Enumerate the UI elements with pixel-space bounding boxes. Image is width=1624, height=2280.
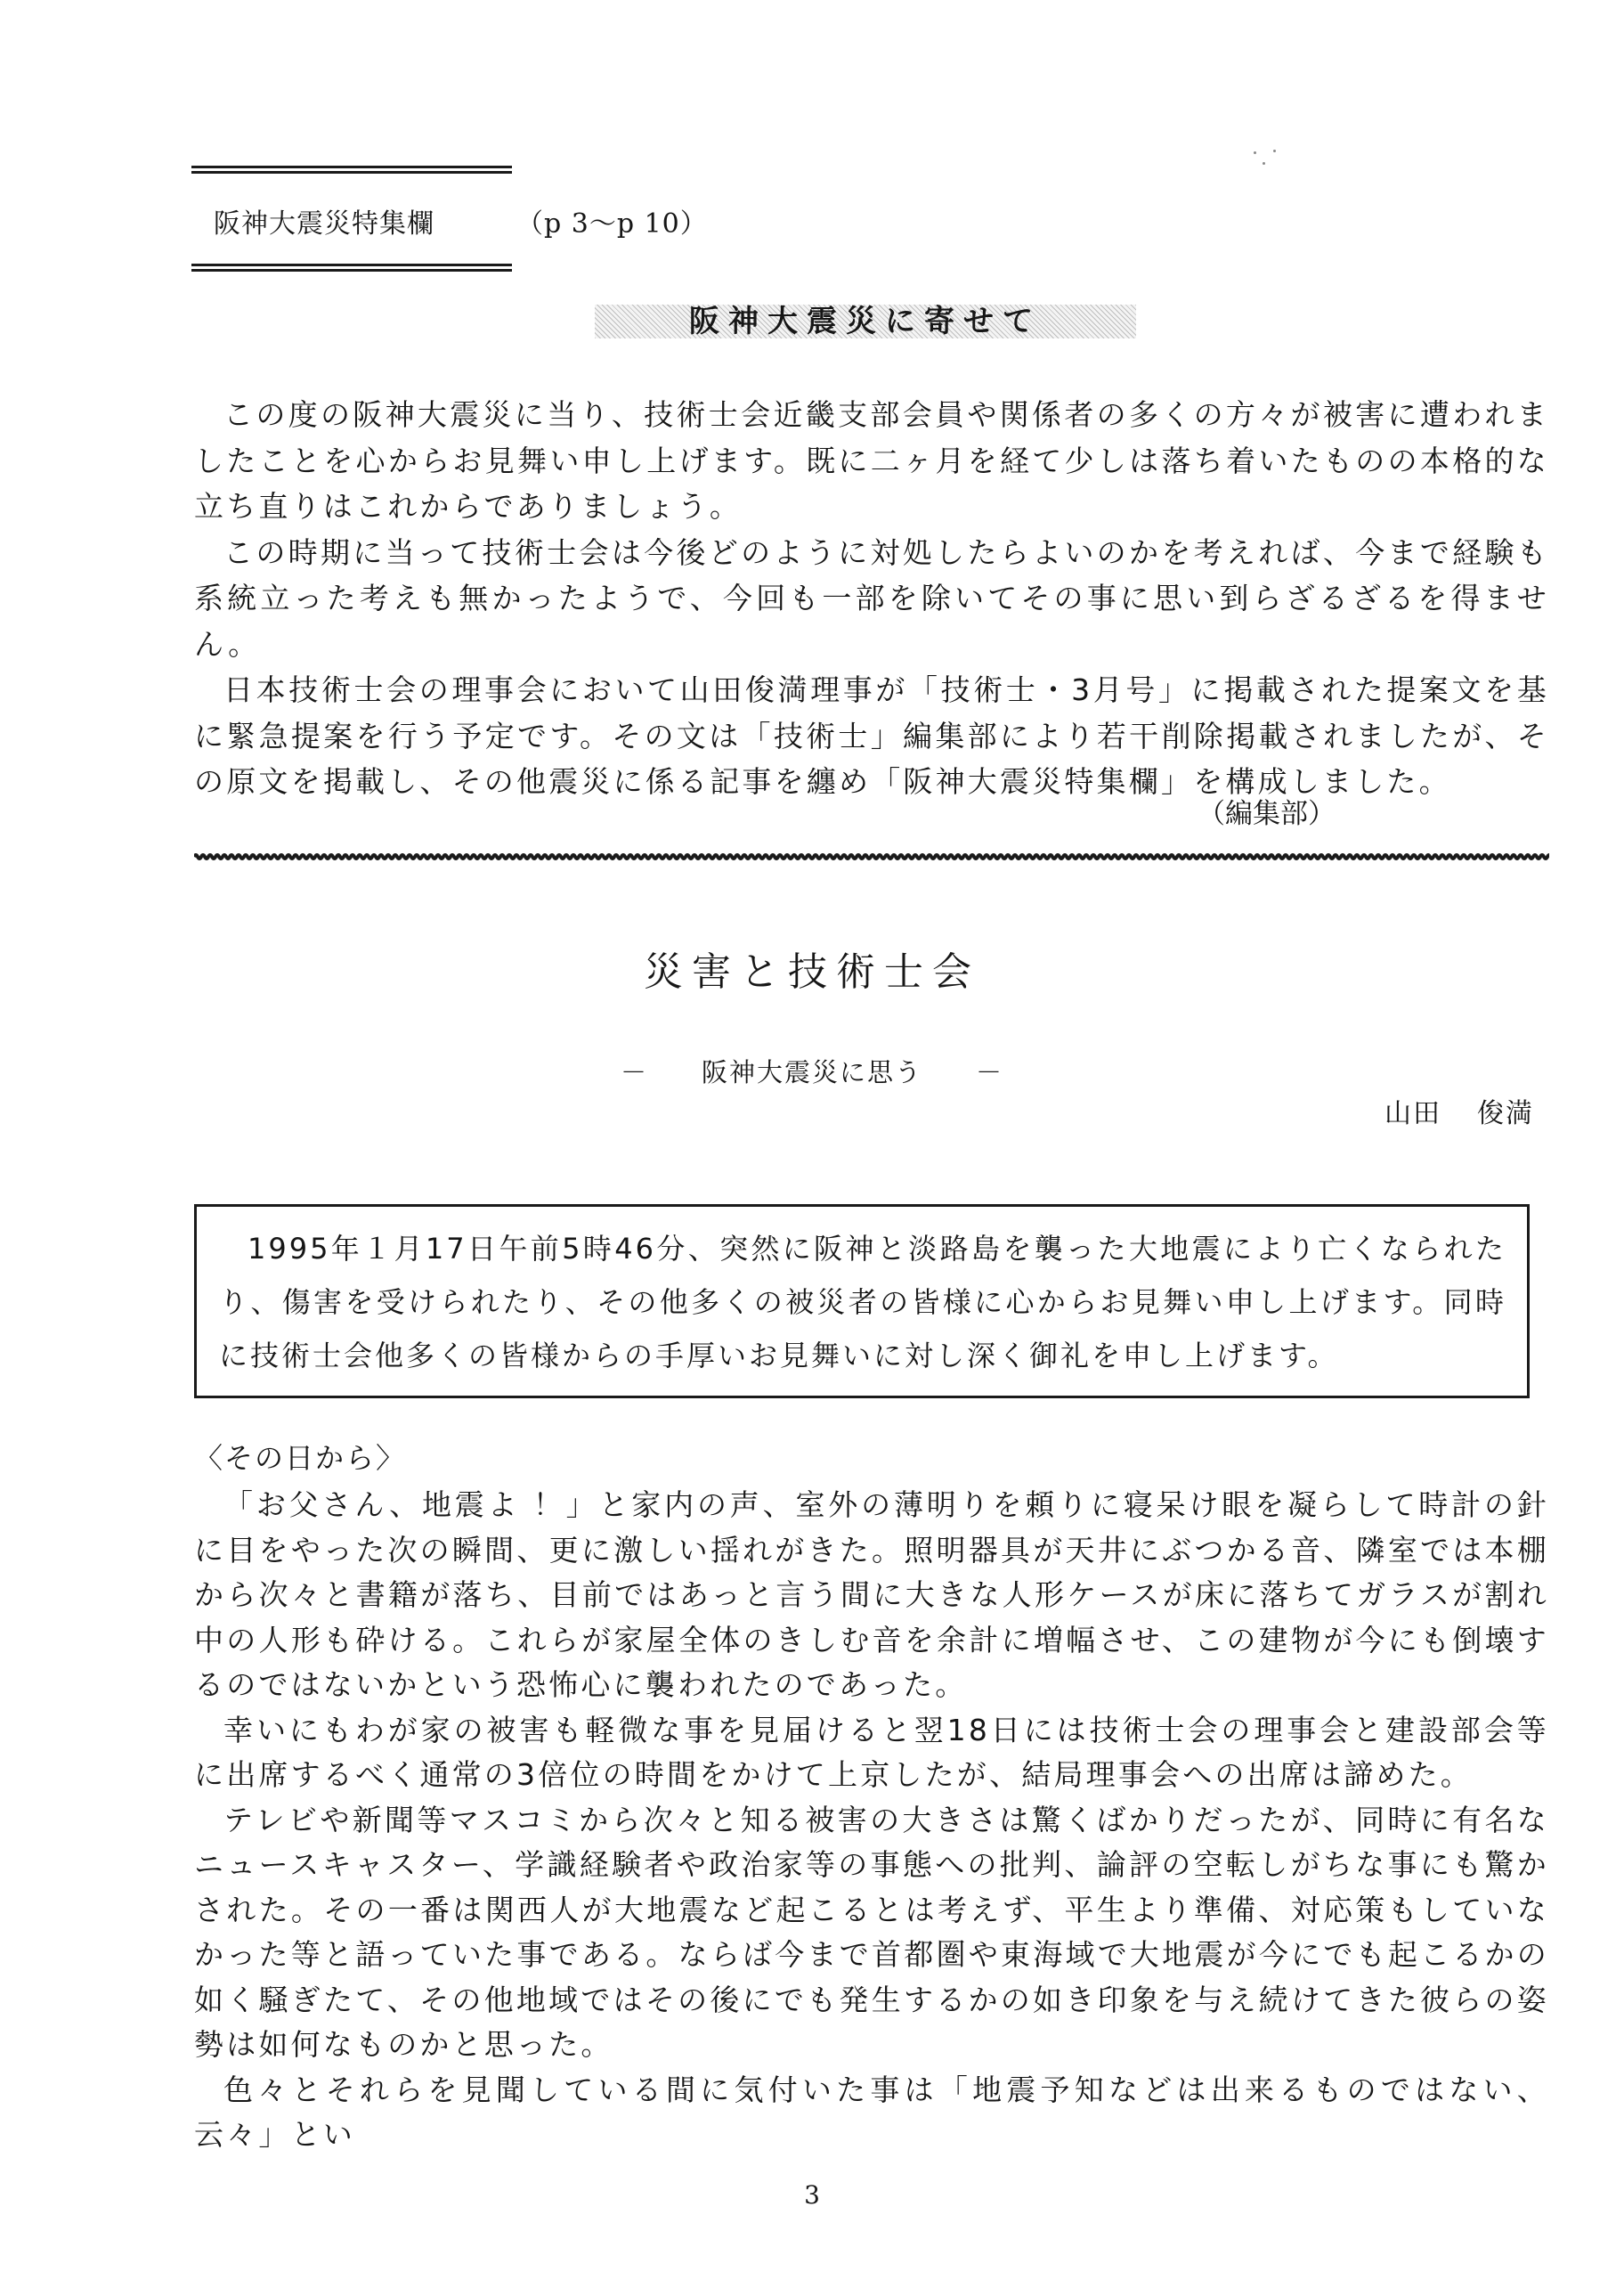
scan-speck [1273,150,1276,152]
editorial-body [194,392,1549,805]
article-subtitle [0,1053,1624,1089]
author-name [1384,1091,1534,1130]
notice-text [219,1222,1506,1382]
page-number: 3 [804,2180,820,2210]
article-title: 災害と技術士会 [644,949,980,995]
editorial-paragraph: この度の阪神大震災に当り、技術士会近畿支部会員や関係者の多くの方々が被害に遭われましたことを心からお見舞い申し上げます。既に二ヶ月を経て少しは落ち着いたものの本格的な立ち直りはこれからでありましょう。 [194,397,1549,524]
article-body [194,1483,1549,2158]
section-heading: 〈その日から〉 [194,1441,407,1475]
double-rule-bottom [191,264,512,272]
author-given-name: 俊満 [1477,1098,1534,1129]
editorial-credit: （編集部） [1198,798,1336,830]
author-family-name: 山田 [1384,1098,1441,1129]
notice-paragraph: 1995年１月17日午前5時46分、突然に阪神と淡路島を襲った大地震により亡くなられたり、傷害を受けられたり、その他多くの被災者の皆様に心からお見舞い申し上げます。同時に技術士会他多くの皆様からの手厚いお見舞いに対し深く御礼を申し上げます。 [219,1232,1506,1372]
wavy-divider [194,851,1549,863]
body-paragraph: 色々とそれらを見聞している間に気付いた事は「地震予知などは出来るものではない、云々」とい [194,2072,1549,2152]
editorial-paragraph: 日本技術士会の理事会において山田俊満理事が「技術士・3月号」に掲載された提案文を基に緊急提案を行う予定です。その文は「技術士」編集部により若干削除掲載されましたが、その原文を掲載し、その他震災に係る記事を纏め「阪神大震災特集欄」を構成しました。 [194,672,1549,799]
page-range: （p 3～p 10） [516,208,708,240]
editorial-paragraph: この時期に当って技術士会は今後どのように対処したらよいのかを考えれば、今まで経験も系統立った考えも無かったようで、今回も一部を除いてその事に思い到らざるざるを得ません。 [194,534,1549,662]
body-paragraph: 「お父さん、地震よ ！」と家内の声、室外の薄明りを頼りに寝呆け眼を凝らして時計の針に目をやった次の瞬間、更に激しい揺れがきた。照明器具が天井にぶつかる音、隣室では本棚から次々と書籍が落ち、目前ではあっと言う間に大きな人形ケースが床に落ちてガラスが割れ中の人形も砕ける。これらが家屋全体のきしむ音を余計に増幅させ、この建物が今にも倒壊するのではないかという恐怖心に襲われたのであった。 [194,1487,1549,1702]
body-paragraph: テレビや新聞等マスコミから次々と知る被害の大きさは驚くばかりだったが、同時に有名なニュースキャスター、学識経験者や政治家等の事態への批判、論評の空転しがちな事にも驚かされた。その一番は関西人が大地震など起こるとは考えず、平生より準備、対応策もしていなかった等と語っていた事である。ならば今まで首都圏や東海域で大地震が今にでも起こるかの如く騒ぎたて、その他地域ではその後にでも発生するかの如き印象を与え続けてきた彼らの姿勢は如何なものかと思った。 [194,1802,1549,2062]
scan-speck [1263,162,1265,165]
subtitle-text: 阪神大震災に思う [701,1057,922,1087]
editorial-title: 阪神大震災に寄せて [595,305,1136,338]
section-label: 阪神大震災特集欄 [214,208,434,240]
scan-speck [1254,151,1256,154]
subtitle-dash-left: － [620,1057,648,1087]
body-paragraph: 幸いにもわが家の被害も軽微な事を見届けると翌18日には技術士会の理事会と建設部会等に出席するべく通常の3倍位の時間をかけて上京したが、結局理事会への出席は諦めた。 [194,1712,1549,1792]
double-rule-top [191,166,512,174]
subtitle-dash-right: － [976,1057,1004,1087]
